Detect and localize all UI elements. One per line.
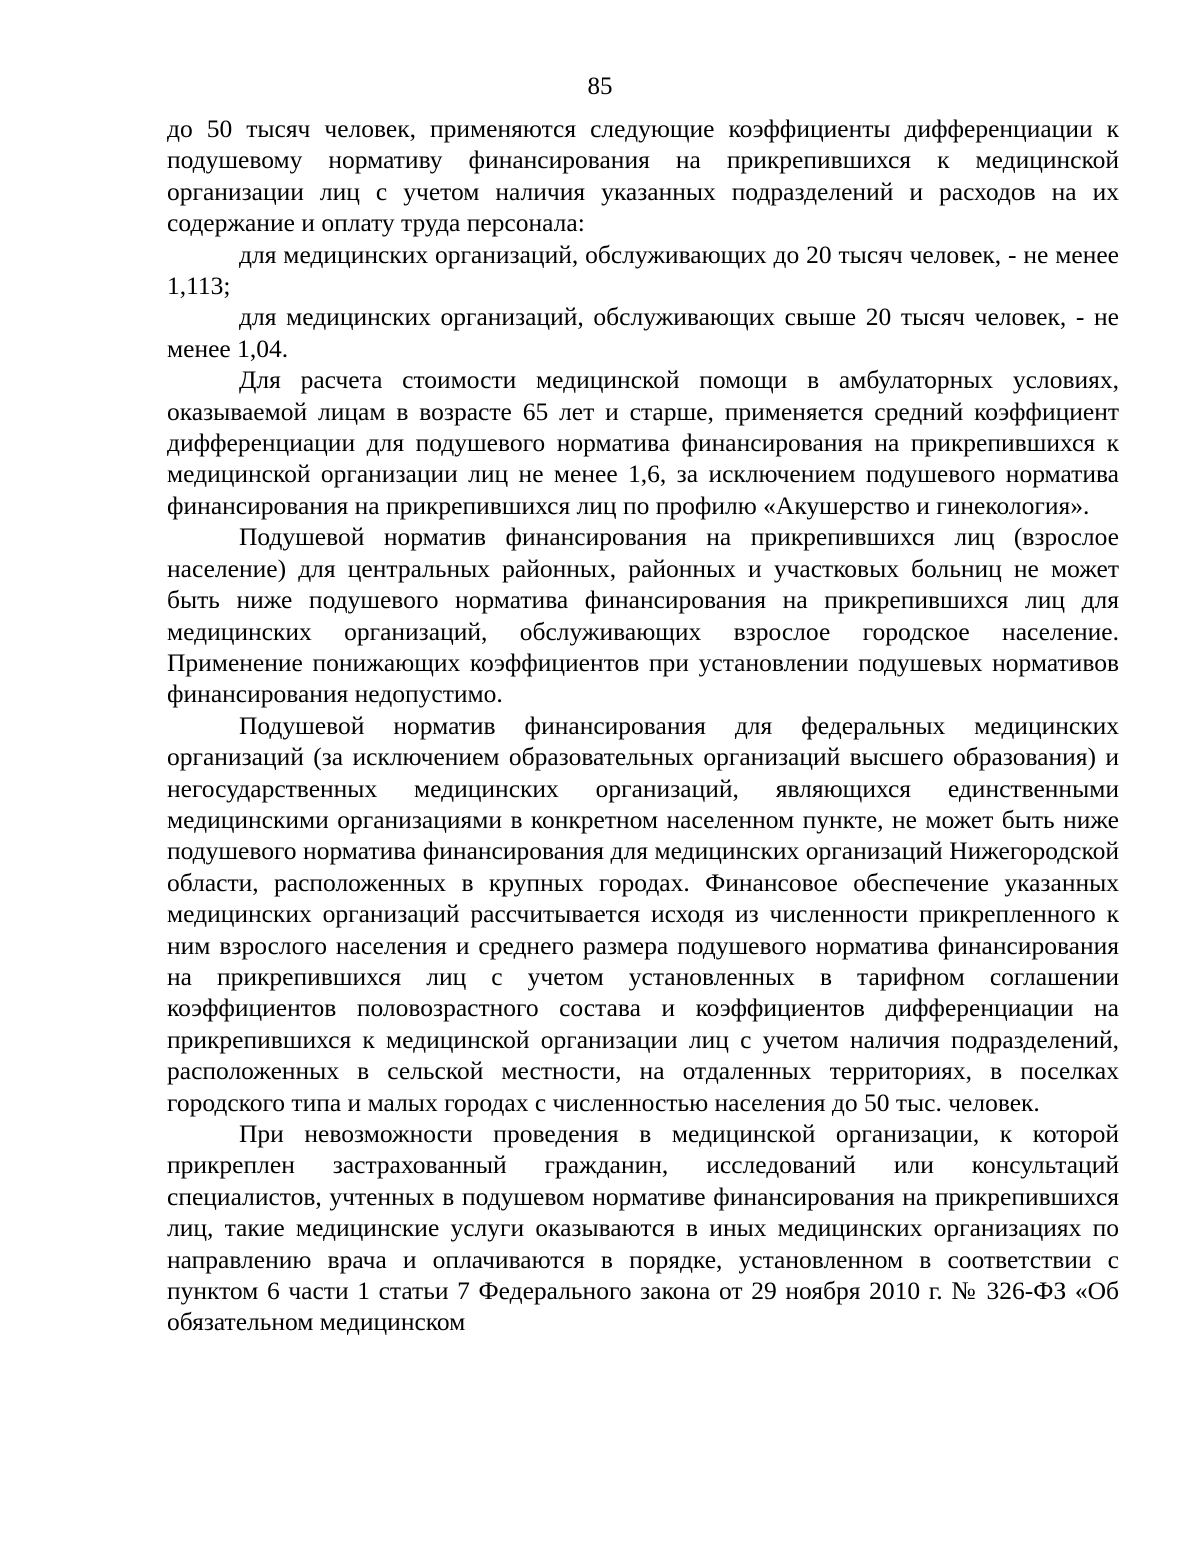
document-body	[167, 113, 1119, 1338]
paragraph-5: Подушевой норматив финансирования на прикрепившихся лиц (взрослое население) для центральных районных, районных и участковых больниц не может быть ниже подушевого норматива финансирования на прикрепившихся лиц для медицинских организаций, обслуживающих взрослое городское население. Применение понижающих коэффициентов при установлении подушевых нормативов финансирования недопустимо.	[167, 522, 1119, 709]
paragraph-4: Для расчета стоимости медицинской помощи в амбулаторных условиях, оказываемой лицам в возрасте 65 лет и старше, применяется средний коэффициент дифференциации для подушевого норматива финансирования на прикрепившихся к медицинской организации лиц не менее 1,6, за исключением подушевого норматива финансирования на прикрепившихся лиц по профилю «Акушерство и гинекология».	[167, 365, 1119, 520]
paragraph-6: Подушевой норматив финансирования для федеральных медицинских организаций (за исключением образовательных организаций высшего образования) и негосударственных медицинских организаций, являющихся единственными медицинскими организациями в конкретном населенном пункте, не может быть ниже подушевого норматива финансирования для медицинских организаций Нижегородской области, расположенных в крупных городах. Финансовое обеспечение указанных медицинских организаций рассчитывается исходя из численности прикрепленного к ним взрослого населения и среднего размера подушевого норматива финансирования на прикрепившихся лиц с учетом установленных в тарифном соглашении коэффициентов половозрастного состава и коэффициентов дифференциации на прикрепившихся к медицинской организации лиц с учетом наличия подразделений, расположенных в сельской местности, на отдаленных территориях, в поселках городского типа и малых городах с численностью населения до 50 тыс. человек.	[167, 710, 1119, 1117]
paragraph-3: для медицинских организаций, обслуживающих свыше 20 тысяч человек, - не менее 1,04.	[167, 302, 1119, 363]
paragraph-2: для медицинских организаций, обслуживающих до 20 тысяч человек, - не менее 1,113;	[167, 239, 1119, 301]
paragraph-1: до 50 тысяч человек, применяются следующие коэффициенты дифференциации к подушевому нормативу финансирования на прикрепившихся к медицинской организации лиц с учетом наличия указанных подразделений и расходов на их содержание и оплату труда персонала:	[167, 114, 1119, 238]
paragraph-7: При невозможности проведения в медицинской организации, к которой прикреплен застрахованный гражданин, исследований или консультаций специалистов, учтенных в подушевом нормативе финансирования на прикрепившихся лиц, такие медицинские услуги оказываются в иных медицинских организациях по направлению врача и оплачиваются в порядке, установленном в соответствии с пунктом 6 части 1 статьи 7 Федерального закона от 29 ноября 2010 г. № 326-ФЗ «Об обязательном медицинском	[167, 1119, 1119, 1337]
page-number: 85	[587, 73, 613, 100]
